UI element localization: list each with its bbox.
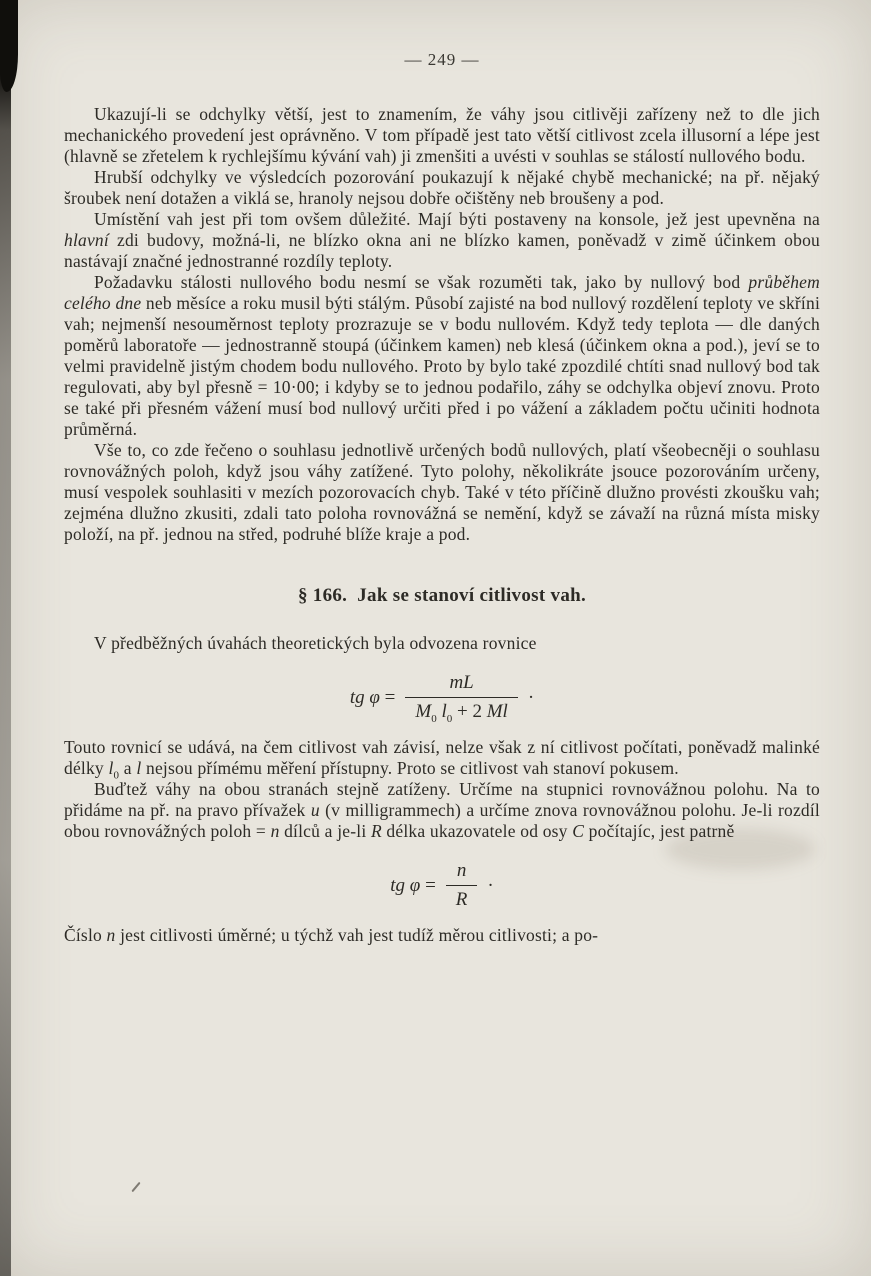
- text-run: počítajíc, jest patrně: [584, 821, 735, 841]
- paragraph-3: [64, 209, 820, 272]
- fraction-numerator: n: [446, 860, 478, 886]
- paragraph-2: [64, 167, 820, 209]
- text-run: délka ukazovatele od osy: [381, 821, 573, 841]
- italic-run: tg: [390, 874, 410, 896]
- italic-run: průběhem celého dne: [64, 272, 820, 313]
- text-run: a: [119, 758, 137, 778]
- paragraph-6: [64, 633, 820, 654]
- equation-lhs: [350, 687, 396, 709]
- paragraph-7: [64, 737, 820, 782]
- paragraph-9: [64, 925, 820, 946]
- scan-corner-artifact: [0, 0, 18, 92]
- math-subscript: 0: [446, 712, 453, 725]
- text-run: + 2: [452, 701, 487, 722]
- section-title: Jak se stanoví citlivost vah.: [357, 585, 587, 606]
- equation-terminator: ·: [487, 874, 494, 896]
- italic-run: n: [270, 821, 280, 841]
- italic-run: tg: [349, 686, 370, 708]
- fraction-denominator: R: [455, 889, 468, 910]
- fraction: [405, 672, 517, 723]
- italic-run: φ: [369, 686, 380, 708]
- paragraph-8: [64, 779, 820, 842]
- math-subscript: 0: [113, 769, 120, 782]
- italic-run: n: [106, 925, 116, 945]
- italic-run: l: [436, 701, 447, 722]
- equation-sensitivity: [64, 672, 820, 723]
- stray-pencil-mark: [131, 1182, 140, 1192]
- text-column: [64, 50, 820, 946]
- text-run: jest citlivosti úměrné; u týchž vah jest tudíž měrou citlivosti; a po-: [115, 925, 599, 945]
- italic-run: Ml: [486, 701, 508, 722]
- section-heading: [64, 585, 820, 607]
- text-run: Číslo: [64, 925, 107, 945]
- fraction-denominator: [405, 698, 517, 723]
- italic-run: R: [370, 821, 382, 841]
- italic-run: φ: [409, 874, 421, 896]
- text-run: Umístění vah jest při tom ovšem důležité. Mají býti postaveny na konsole, jež jest upevněna na: [94, 209, 820, 229]
- italic-run: M: [415, 701, 432, 722]
- italic-run: l: [108, 758, 114, 778]
- equation-deflection: [64, 860, 820, 911]
- paragraph-1: [64, 104, 820, 167]
- text-run: =: [420, 874, 436, 896]
- text-run: Buďtež váhy na obou stranách stejně zatíženy. Určíme na stupnici rovnovážnou polohu. Na to přidáme na př. na pravo přívažek: [64, 779, 820, 820]
- scan-edge-shadow: [0, 0, 11, 1276]
- page-number: — 249 —: [404, 50, 480, 69]
- math-subscript: 0: [431, 712, 437, 725]
- text-run: Hrubší odchylky ve výsledcích pozorování poukazují k nějaké chybě mechanické; na př. nějaký šroubek není dotažen a viklá se, hranoly nejsou dobře očištěny neb broušeny a pod.: [64, 167, 820, 208]
- text-run: Požadavku stálosti nullového bodu nesmí se však rozuměti tak, jako by nullový bod: [94, 272, 749, 292]
- text-run: neb měsíce a roku musil býti stálým. Působí zajisté na bod nullový rozdělení teploty ve skříni vah; nejmenší nesouměrnost teploty prozrazuje se v bodu nullovém. Když tedy teplota — dle daných poměrů laboratoře — jednostranně stoupá (účinkem kamen) neb klesá (účinkem okna a pod.), jeví se to velmi pravidelně jistým chodem bodu nullového. Proto by bylo také zpozdilé chtíti snad nullový bod tak regulovati, aby byl přesně = 10·00; i kdyby se to jednou podařilo, záhy se odchylka objeví znovu. Proto se také při přesném vážení musí bod nullový určiti před i po vážení a základem počtu učiniti hodnota průměrná.: [64, 293, 820, 439]
- equation-lhs: [390, 875, 436, 897]
- italic-run: hlavní: [64, 230, 109, 250]
- text-run: Ukazují-li se odchylky větší, jest to znamením, že váhy jsou citlivěji zařízeny než to dle jich mechanického provedení jest oprávněno. V tom případě jest tato větší citlivost zcela illusorní a lépe jest (hlavně se zřetelem k rychlejšímu kývání vah) ji zmenšiti a uvésti v souhlas se stálostí nullového bodu.: [64, 104, 820, 166]
- italic-run: l: [136, 758, 142, 778]
- fraction-numerator: mL: [405, 672, 517, 698]
- italic-run: u: [310, 800, 320, 820]
- text-run: Touto rovnicí se udává, na čem citlivost vah závisí, nelze však z ní citlivost počítati, poněvadž malinké délky: [64, 737, 820, 778]
- italic-run: C: [572, 821, 585, 841]
- fraction: [446, 860, 478, 911]
- text-run: dílců a je-li: [279, 821, 371, 841]
- paragraph-5: [64, 440, 820, 545]
- text-run: Vše to, co zde řečeno o souhlasu jednotlivě určených bodů nullových, platí všeobecněji o souhlasu rovnovážných poloh, když jsou váhy zatížené. Tyto polohy, několikráte jsouce pozorováním určeny, musí vespolek souhlasiti v mezích pozorovacích chyb. Také v této příčině dlužno provésti zkoušku vah; zejména dlužno zkusiti, zdali tato poloha rovnovážná se nemění, když se závaží na různá místa misky položí, na př. jednou na střed, podruhé blíže kraje a pod.: [64, 440, 820, 544]
- paragraph-4: [64, 272, 820, 440]
- text-run: (v milligrammech) a určíme znova rovnovážnou polohu. Je-li rozdíl obou rovnovážných poloh =: [64, 800, 820, 841]
- text-run: V předběžných úvahách theoretických byla odvozena rovnice: [94, 633, 537, 653]
- text-run: zdi budovy, možná-li, ne blízko okna ani ne blízko kamen, poněvadž v zimě účinkem obou nastávají značné jednostranné rozdíly teploty.: [64, 230, 820, 271]
- section-number: § 166.: [297, 585, 348, 606]
- equation-terminator: ·: [527, 686, 535, 708]
- text-run: =: [379, 686, 396, 708]
- text-run: nejsou přímému měření přístupny. Proto se citlivost vah stanoví pokusem.: [141, 758, 679, 778]
